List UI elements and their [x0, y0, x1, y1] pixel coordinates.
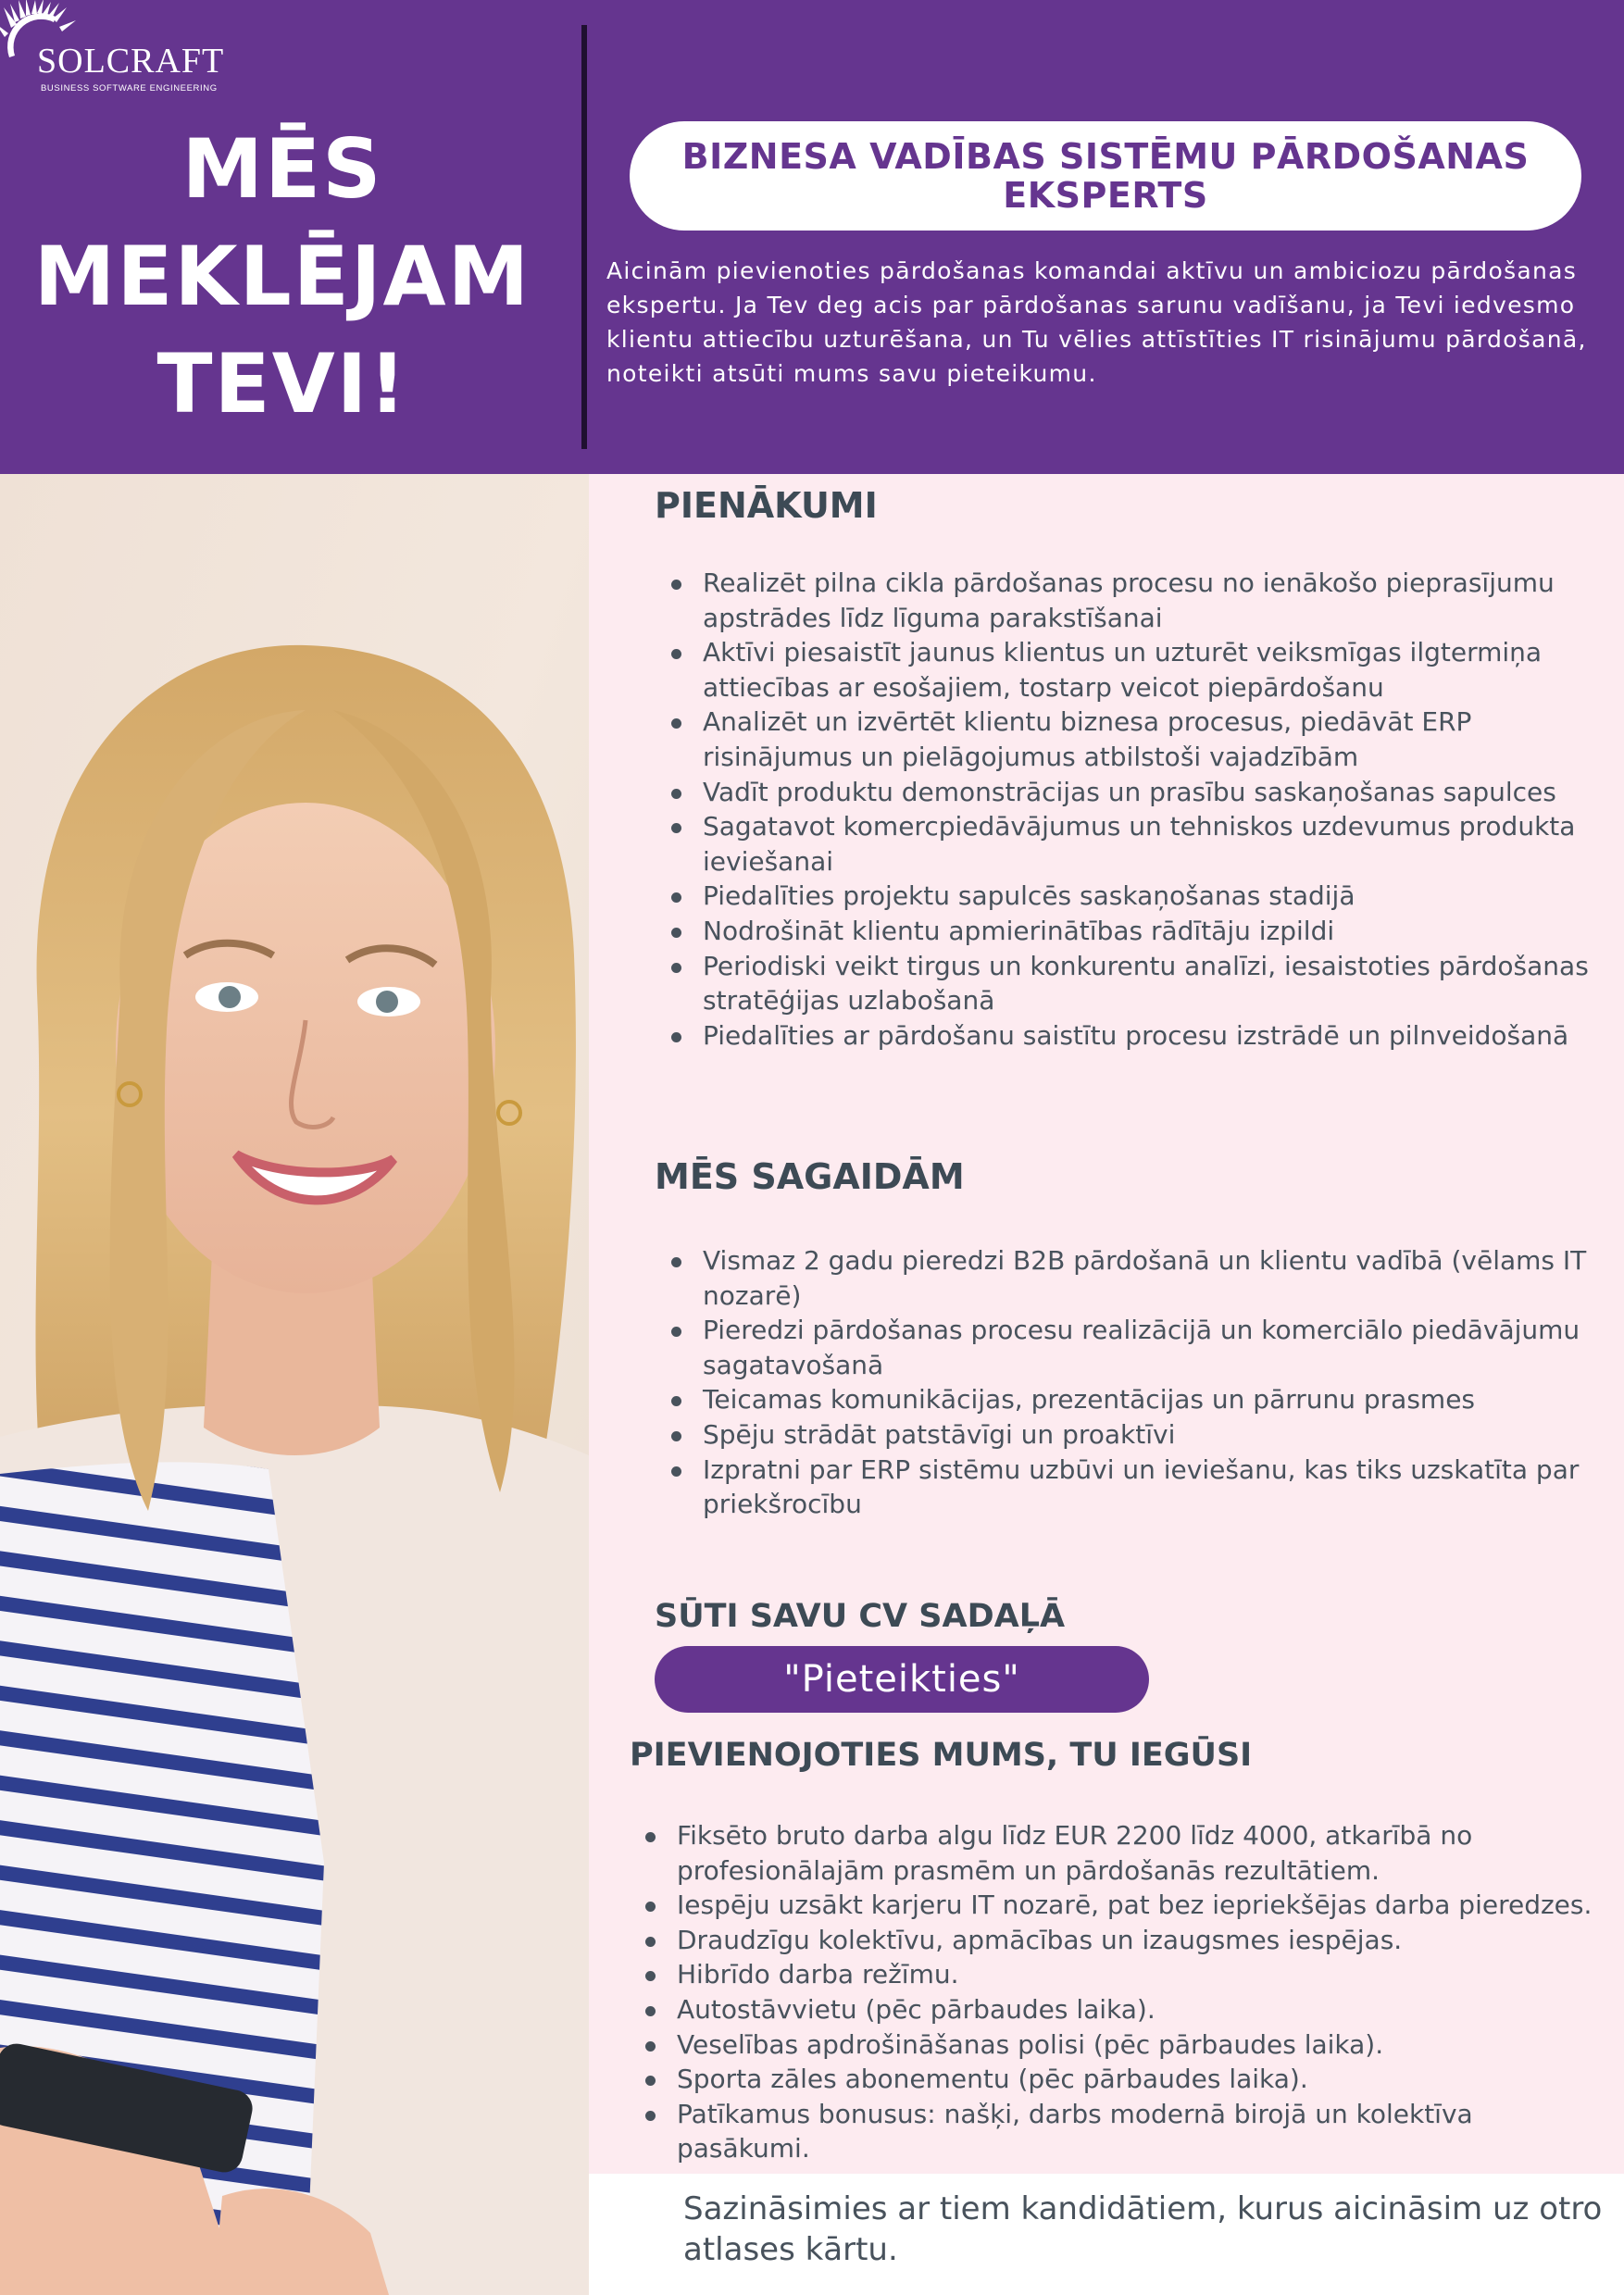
- header-divider: [581, 25, 587, 449]
- job-title: BIZNESA VADĪBAS SISTĒMU PĀRDOŠANAS EKSPERTS: [681, 136, 1530, 216]
- requirements-list: [671, 1243, 1597, 1522]
- list-item: Realizēt pilna cikla pārdošanas procesu no ienākošo pieprasījumu apstrādes līdz līguma parakstīšanai: [671, 566, 1597, 635]
- list-item: Draudzīgu kolektīvu, apmācības un izaugsmes iespējas.: [645, 1923, 1608, 1958]
- list-item: Autostāvvietu (pēc pārbaudes laika).: [645, 1992, 1608, 2027]
- apply-button[interactable]: [655, 1646, 1149, 1713]
- header-banner: [0, 0, 1624, 474]
- list-item: Izpratni par ERP sistēmu uzbūvi un ieviešanu, kas tiks uzskatīta par priekšrocību: [671, 1453, 1597, 1522]
- candidate-photo: [0, 474, 589, 2295]
- company-logo[interactable]: [0, 0, 231, 97]
- benefits-list: [645, 1818, 1608, 2166]
- apply-heading: SŪTI SAVU CV SADAĻĀ: [655, 1598, 1066, 1635]
- list-item: Sporta zāles abonementu (pēc pārbaudes laika).: [645, 2062, 1608, 2097]
- list-item: Veselības apdrošināšanas polisi (pēc pārbaudes laika).: [645, 2027, 1608, 2063]
- list-item: Hibrīdo darba režīmu.: [645, 1957, 1608, 1992]
- list-item: Analizēt un izvērtēt klientu biznesa procesus, piedāvāt ERP risinājumus un pielāgojumus atbilstoši vajadzībām: [671, 705, 1597, 774]
- intro-paragraph: Aicinām pievienoties pārdošanas komandai aktīvu un ambiciozu pārdošanas ekspertu. Ja Tev deg acis par pārdošanas sarunu vadīšanu, ja Tevi iedvesmo klientu attiecību uzturēšana, un Tu vēlies attīstīties IT risinājumu pārdošanā, noteikti atsūti mums savu pieteikumu.: [606, 257, 1587, 387]
- duties-list: [671, 566, 1597, 1053]
- list-item: Vismaz 2 gadu pieredzi B2B pārdošanā un klientu vadībā (vēlams IT nozarē): [671, 1243, 1597, 1313]
- list-item: Nodrošināt klientu apmierinātības rādītāju izpildi: [671, 914, 1597, 949]
- job-title-badge: [630, 121, 1581, 231]
- requirements-heading: MĒS SAGAIDĀM: [655, 1156, 965, 1197]
- duties-heading: PIENĀKUMI: [655, 485, 878, 526]
- footer-note: Sazināsimies ar tiem kandidātiem, kurus aicināsim uz otro atlases kārtu.: [683, 2190, 1603, 2268]
- list-item: Fiksēto bruto darba algu līdz EUR 2200 līdz 4000, atkarībā no profesionālajām prasmēm un pārdošanās rezultātiem.: [645, 1818, 1608, 1888]
- apply-button-label: "Pieteikties": [783, 1658, 1020, 1701]
- photo-illustration: [0, 474, 589, 2295]
- list-item: Vadīt produktu demonstrācijas un prasību saskaņošanas sapulces: [671, 775, 1597, 810]
- list-item: Iespēju uzsākt karjeru IT nozarē, pat bez iepriekšējas darba pieredzes.: [645, 1888, 1608, 1923]
- list-item: Sagatavot komercpiedāvājumus un tehniskos uzdevumus produkta ieviešanai: [671, 809, 1597, 879]
- list-item: Teicamas komunikācijas, prezentācijas un pārrunu prasmes: [671, 1382, 1597, 1417]
- list-item: Patīkamus bonusus: našķi, darbs modernā birojā un kolektīva pasākumi.: [645, 2097, 1608, 2166]
- benefits-heading: PIEVIENOJOTIES MUMS, TU IEGŪSI: [630, 1737, 1253, 1774]
- list-item: Periodiski veikt tirgus un konkurentu analīzi, iesaistoties pārdošanas stratēģijas uzlabošanā: [671, 949, 1597, 1018]
- logo-tagline: BUSINESS SOFTWARE ENGINEERING: [41, 83, 218, 94]
- logo-name: SOLCRAFT: [37, 42, 225, 81]
- list-item: Piedalīties ar pārdošanu saistītu procesu izstrādē un pilnveidošanā: [671, 1018, 1597, 1054]
- list-item: Aktīvi piesaistīt jaunus klientus un uzturēt veiksmīgas ilgtermiņa attiecības ar esošajiem, tostarp veicot piepārdošanu: [671, 635, 1597, 705]
- list-item: Spēju strādāt patstāvīgi un proaktīvi: [671, 1417, 1597, 1453]
- headline: MĒS MEKLĒJAM TEVI!: [33, 121, 531, 431]
- list-item: Pieredzi pārdošanas procesu realizācijā un komerciālo piedāvājumu sagatavošanā: [671, 1313, 1597, 1382]
- list-item: Piedalīties projektu sapulcēs saskaņošanas stadijā: [671, 879, 1597, 914]
